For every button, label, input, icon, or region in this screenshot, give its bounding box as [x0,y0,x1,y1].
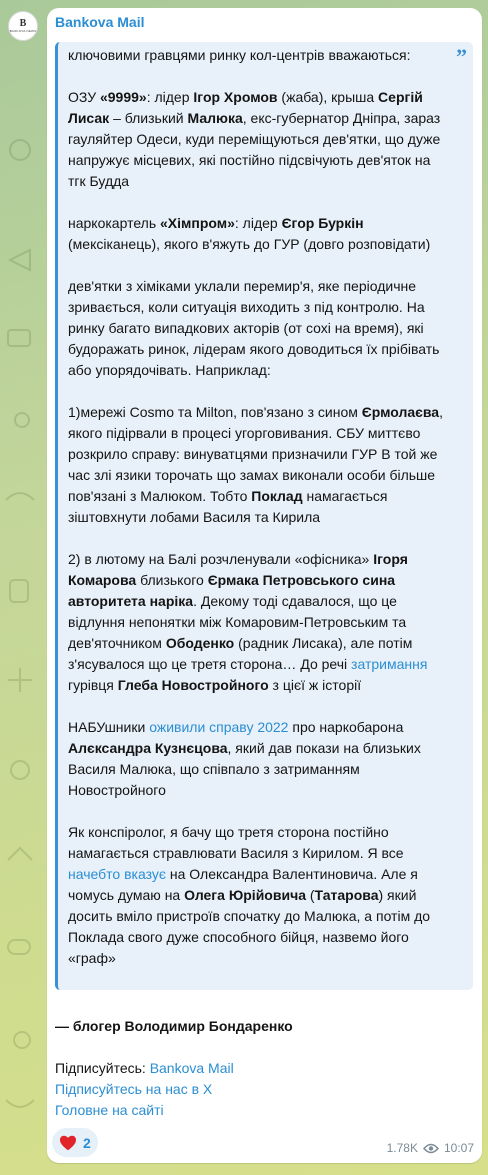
text-run: близького [136,572,208,588]
footer-links [55,1058,234,1121]
text-run: НАБУшники [68,719,150,735]
bold-name: Алєксандра Кузнєцова [68,740,228,756]
bold-name: Єгор Буркін [281,215,364,231]
text-run: ) який досить вміло пристроїв спочатку до Малюка, а потім до Поклада свого дуже способного бійця, назвемо його «граф» [68,887,431,966]
text-run: – близький [109,110,188,126]
bold-name: Ігор Хромов [193,89,278,105]
text-run: на Олександра Валентиновича. Але я чомусь думаю на [68,866,418,903]
text-run: ОЗУ [68,89,100,105]
quote-paragraph-8 [68,822,447,969]
text-run: про наркобарона [288,719,404,735]
bold-name: Малюка [187,110,243,126]
text-run: : лідер [234,215,282,231]
inline-link[interactable]: затримання [351,656,428,672]
bold-name: Глеба Новостройного [117,677,269,693]
text-run: наркокартель [68,215,160,231]
subscribe-link[interactable]: Bankova Mail [149,1060,234,1076]
sender-name[interactable]: Bankova Mail [55,14,145,30]
text-run: , екс-губернатор Дніпра, зараз гауляйтер Одеси, куди переміщуються дев'ятки, що дуже напружує місцевих, які постійно підсвічують дев'яток на тгк Будда [68,110,441,189]
text-run: , який дав покази на близьких Василя Малюка, що співпало з затриманням Новостройного [68,740,421,798]
subscribe-line [55,1058,234,1079]
site-link[interactable]: Головне на сайті [55,1102,164,1118]
reaction-count: 2 [83,1134,91,1151]
bold-name: «Хімпром» [160,215,235,231]
message-bubble [47,8,482,1163]
quote-paragraph-5 [68,402,447,528]
channel-avatar[interactable] [8,11,38,41]
reaction-heart[interactable] [52,1128,98,1157]
eye-icon [423,1143,439,1154]
text-run: ( [305,887,315,903]
text-run: : лідер [146,89,194,105]
text-run: гурівця [68,677,118,693]
inline-link[interactable]: оживили справу 2022 [149,719,289,735]
text-run: 1)мережі Cosmo та Milton, пов'язано з сином [68,404,362,420]
view-count: 1.78K [386,1141,418,1155]
message-meta [387,1141,474,1155]
avatar-text: BANKOVA.NEWS [9,29,37,33]
inline-link[interactable]: начебто вказує [68,866,166,882]
message-time: 10:07 [443,1141,474,1155]
text-run: (радник Лисака), але потім з'ясувалося що це третя сторона… До речі [68,635,413,672]
text-run: (мексіканець), якого в'яжуть до ГУР (довго розповідати) [68,236,431,252]
text-run: намагається зіштовхнути лобами Василя та Кирила [68,488,388,525]
bold-name: Єрмолаєва [361,404,440,420]
bold-name: Олега Юрійовича [184,887,306,903]
bold-name: Сергій Лисак [68,89,423,126]
quote-icon: ” [456,44,467,69]
bold-name: Ободенко [165,635,235,651]
text-run: Як конспіролог, я бачу що третя сторона постійно намагається стравлювати Василя з Кирилом. Я все [68,824,404,861]
quote-paragraph-6 [68,549,447,696]
bold-name: Єрмака Петровського сина авторитета наріка [68,572,396,609]
text-run: , якого підірвали в процесі угорговивания. СБУ миттєво розкрило справу: винуватцями призначили ГУР В той же час злі язики торочать що замах виконали особи більше пов'язані з Малюком. Тобто [68,404,443,504]
quote-paragraph-4: дев'ятки з хіміками уклали перемир'я, яке періодичне зривається, коли ситуація виходить з під контролю. На ринку багато випадкових акторів (от сохі на время), які будоражать ринок, лідерам якого доводиться їх прібівать або упорядочівать. Наприклад: [68,278,440,378]
quote-paragraph-2 [68,87,447,192]
bold-name: Ігоря Комарова [68,551,408,588]
text-run: (жаба), крыша [277,89,379,105]
quote-paragraph-7 [68,717,447,801]
signature: — блогер Володимир Бондаренко [55,1018,293,1034]
subscribe-prefix: Підписуйтесь: [55,1060,150,1076]
text-run: з цієї ж історії [268,677,362,693]
quote-paragraph-3 [68,213,447,255]
text-run: . Декому тоді сдавалося, що це відлуння непонятки між Комаровим-Петровським та дев'яточником [68,593,407,651]
heart-icon [59,1135,77,1151]
x-link[interactable]: Підписуйтесь на нас в X [55,1081,213,1097]
bold-name: Поклад [251,488,303,504]
bold-name: «9999» [99,89,147,105]
text-run: 2) в лютому на Балі розчленували «офісника» [68,551,374,567]
quote-block [55,42,473,990]
bold-name: Татарова [314,887,379,903]
avatar-letter: B [19,18,27,29]
quote-paragraph-1: ключовими гравцями ринку кол-центрів вважаються: [68,47,411,63]
